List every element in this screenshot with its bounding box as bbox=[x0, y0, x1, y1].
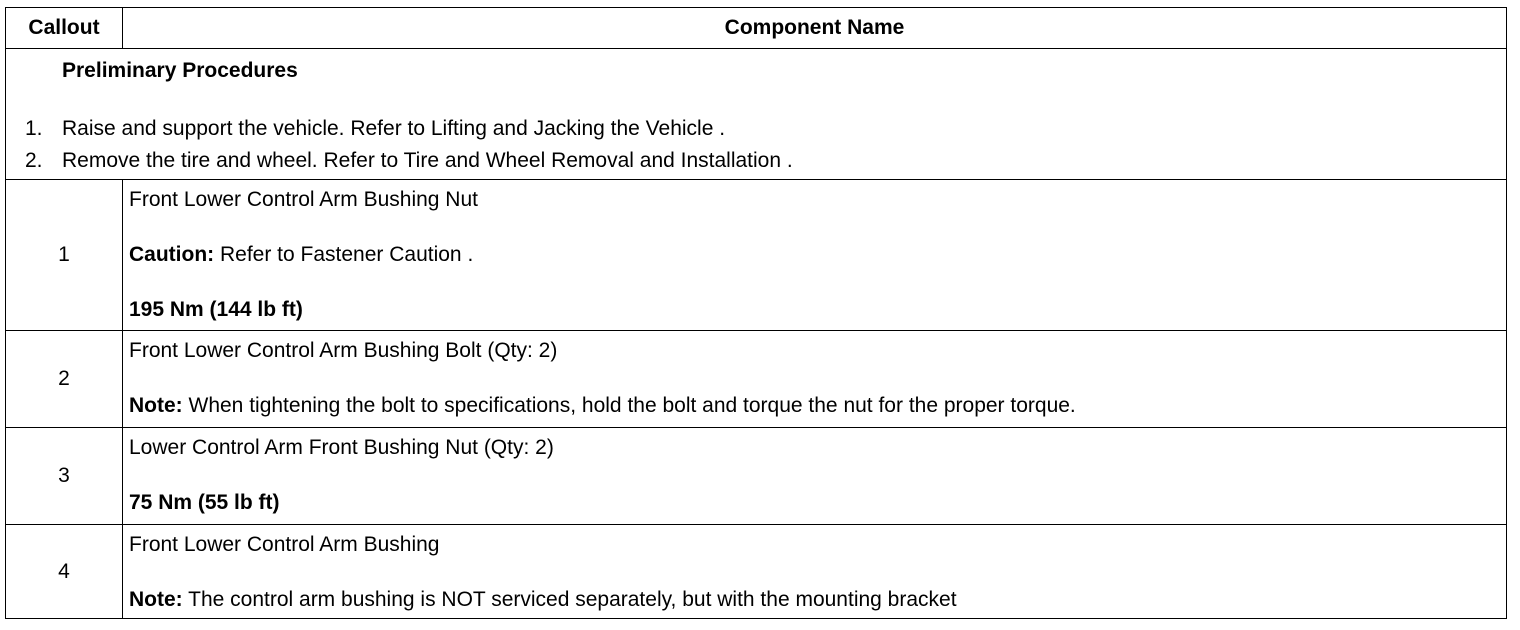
preliminary-procedures-cell bbox=[6, 49, 1507, 180]
note-text: When tightening the bolt to specifications, hold the bolt and torque the nut for the proper torque. bbox=[182, 394, 1076, 417]
callout-number: 4 bbox=[6, 525, 123, 619]
torque-spec: 195 Nm (144 lb ft) bbox=[129, 298, 303, 321]
component-cell bbox=[123, 525, 1507, 619]
callout-column-header: Callout bbox=[6, 8, 123, 49]
caution-line bbox=[129, 243, 1500, 267]
step-text: Remove the tire and wheel. Refer to Tire and Wheel Removal and Installation . bbox=[62, 149, 793, 172]
preliminary-procedures-title: Preliminary Procedures bbox=[62, 59, 298, 82]
component-cell bbox=[123, 428, 1507, 525]
step-text: Raise and support the vehicle. Refer to Lifting and Jacking the Vehicle . bbox=[62, 117, 726, 140]
caution-label: Caution: bbox=[129, 243, 215, 266]
note-label: Note: bbox=[129, 588, 183, 611]
step-number: 1. bbox=[25, 117, 43, 140]
callout-number: 1 bbox=[6, 180, 123, 331]
note-text: The control arm bushing is NOT serviced separately, but with the mounting bracket bbox=[182, 588, 957, 611]
table-row bbox=[6, 525, 1507, 619]
component-cell bbox=[123, 331, 1507, 428]
callout-number: 3 bbox=[6, 428, 123, 525]
component-name: Front Lower Control Arm Bushing Bolt (Qty: 2) bbox=[129, 339, 558, 362]
component-name: Lower Control Arm Front Bushing Nut (Qty: 2) bbox=[129, 436, 554, 459]
table-row bbox=[6, 428, 1507, 525]
component-name: Front Lower Control Arm Bushing bbox=[129, 533, 440, 556]
component-name: Front Lower Control Arm Bushing Nut bbox=[129, 188, 478, 211]
preliminary-procedures-row bbox=[6, 49, 1507, 180]
torque-spec: 75 Nm (55 lb ft) bbox=[129, 491, 280, 514]
component-cell bbox=[123, 180, 1507, 331]
step-number: 2. bbox=[25, 149, 43, 172]
note-label: Note: bbox=[129, 394, 183, 417]
callout-number: 2 bbox=[6, 331, 123, 428]
table-row bbox=[6, 180, 1507, 331]
component-table bbox=[5, 7, 1507, 619]
note-line bbox=[129, 588, 1500, 612]
caution-text: Refer to Fastener Caution . bbox=[214, 243, 474, 266]
table-row bbox=[6, 331, 1507, 428]
table-header-row bbox=[6, 8, 1507, 49]
component-name-column-header: Component Name bbox=[123, 8, 1507, 49]
note-line bbox=[129, 394, 1500, 418]
